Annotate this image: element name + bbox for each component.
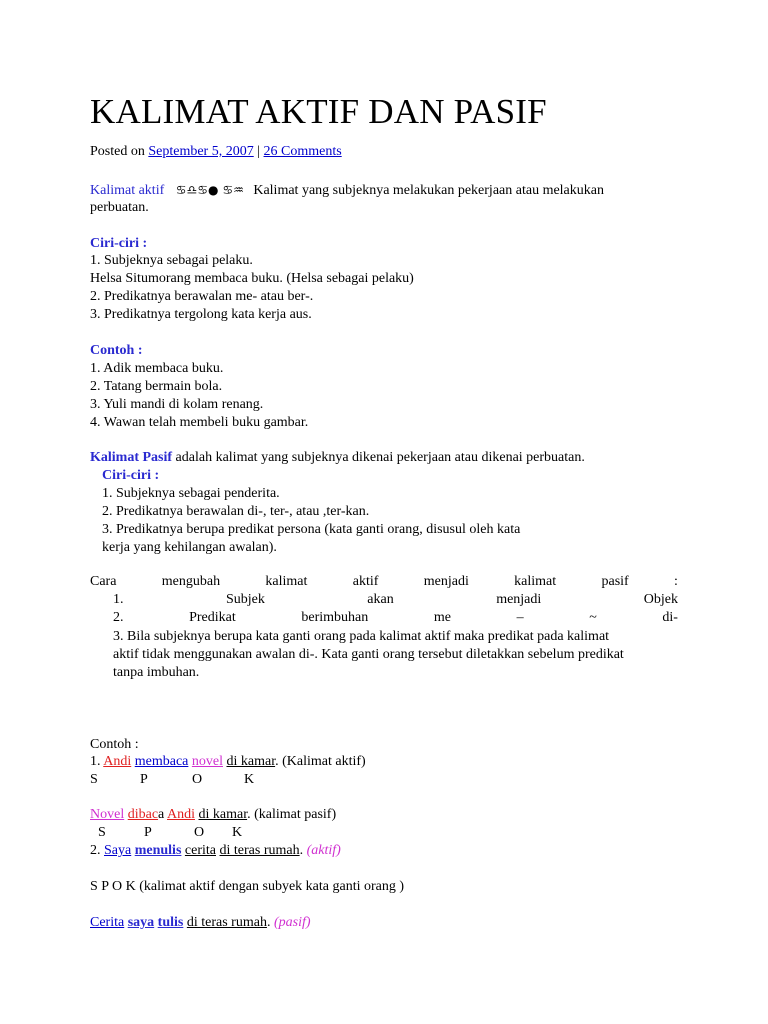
word: me [433, 610, 451, 625]
page-title: KALIMAT AKTIF DAN PASIF [90, 92, 547, 131]
example-1 [90, 753, 366, 771]
ex-subject: Andi [103, 754, 132, 769]
ex-keterangan: di teras rumah [186, 915, 267, 930]
word: kalimat [514, 574, 557, 589]
intro-text: Kalimat yang subjeknya melakukan pekerjaan atau melakukan [253, 183, 604, 198]
symbol-glyphs-icon: ♋♎♋● ♋♒ [175, 183, 244, 197]
spok-labels-1 [90, 771, 254, 789]
pasif-item: 2. Predikatnya berawalan di-, ter-, atau ,ter-kan. [102, 504, 370, 519]
ex-object: Cerita [90, 915, 125, 930]
pasif-item: kerja yang kehilangan awalan). [102, 540, 277, 555]
word: 1. [113, 592, 124, 607]
intro-line [90, 181, 604, 200]
ex-keterangan: di kamar [198, 807, 248, 822]
example-4 [90, 914, 311, 932]
word: kalimat [265, 574, 308, 589]
word: Objek [643, 592, 678, 607]
spok-label: O [194, 825, 205, 840]
ex-subject: Andi [167, 807, 195, 822]
word: Cara [90, 574, 117, 589]
ex-object: Novel [90, 807, 125, 822]
word: – [516, 610, 524, 625]
ciri-item: Helsa Situmorang membaca buku. (Helsa sebagai pelaku) [90, 271, 414, 286]
meta-separator: | [253, 144, 264, 159]
ex-subject: saya [127, 915, 155, 930]
example-3 [90, 842, 341, 860]
ex-subject: Saya [104, 843, 132, 858]
example-2 [90, 806, 336, 824]
ex-dot: . [266, 915, 274, 930]
ciri-heading-1: Ciri-ciri : [90, 236, 148, 251]
spok-label: P [140, 772, 148, 787]
post-meta [90, 143, 342, 161]
spok-label: S [98, 825, 106, 840]
ex-keterangan: di teras rumah [219, 843, 300, 858]
word: : [674, 574, 678, 589]
contoh-item: 1. Adik membaca buku. [90, 361, 224, 376]
word: mengubah [161, 574, 221, 589]
ex-keterangan: di kamar [226, 754, 276, 769]
ex-predicate: tulis [157, 915, 184, 930]
pasif-definition [90, 449, 585, 467]
pasif-text: adalah kalimat yang subjeknya dikenai pekerjaan atau dikenai perbuatan. [172, 450, 585, 465]
word: Subjek [225, 592, 265, 607]
ciri-heading-2: Ciri-ciri : [102, 468, 160, 483]
cara-line-3 [113, 610, 678, 626]
spok-label: S [90, 772, 98, 787]
contoh-heading-1: Contoh : [90, 343, 143, 358]
ex-predicate: dibac [127, 807, 159, 822]
posted-prefix: Posted on [90, 144, 149, 159]
ex-object: cerita [184, 843, 216, 858]
cara-line-5: aktif tidak menggunakan awalan di-. Kata ganti orang tersebut diletakkan sebelum predikat [113, 647, 624, 662]
word: pasif [601, 574, 629, 589]
cara-line-4: 3. Bila subjeknya berupa kata ganti orang pada kalimat aktif maka predikat pada kalimat [113, 629, 610, 644]
pasif-item: 3. Predikatnya berupa predikat persona (kata ganti orang, disusul oleh kata [102, 522, 521, 537]
cara-line-1 [90, 574, 678, 590]
ex-predicate-tail: a [158, 807, 165, 822]
ex-num: 1. [90, 754, 104, 769]
ciri-item: 3. Predikatnya tergolong kata kerja aus. [90, 307, 312, 322]
spok-label: P [144, 825, 152, 840]
word: ~ [589, 610, 597, 625]
word: 2. [113, 610, 124, 625]
ciri-item: 2. Predikatnya berawalan me- atau ber-. [90, 289, 314, 304]
ex-dot: . [299, 843, 307, 858]
spok-line-3: S P O K (kalimat aktif dengan subyek kata ganti orang ) [90, 879, 405, 894]
word: di- [662, 610, 678, 625]
word: berimbuhan [301, 610, 369, 625]
spok-label: O [192, 772, 203, 787]
contoh-item: 4. Wawan telah membeli buku gambar. [90, 415, 309, 430]
spok-label: K [244, 772, 255, 787]
word: akan [367, 592, 394, 607]
word: menjadi [423, 574, 469, 589]
contoh-item: 2. Tatang bermain bola. [90, 379, 223, 394]
comments-link[interactable]: 26 Comments [263, 144, 342, 159]
ex-tail: . (kalimat pasif) [247, 807, 337, 822]
intro-line-2: perbuatan. [90, 200, 149, 215]
ciri-item: 1. Subjeknya sebagai pelaku. [90, 253, 253, 268]
term-kalimat-aktif: Kalimat aktif [90, 183, 165, 198]
pasif-item: 1. Subjeknya sebagai penderita. [102, 486, 280, 501]
cara-line-2 [113, 592, 678, 608]
ex-predicate: menulis [134, 843, 182, 858]
post-date-link[interactable]: September 5, 2007 [148, 144, 254, 159]
contoh-item: 3. Yuli mandi di kolam renang. [90, 397, 264, 412]
ex-tag: (aktif) [306, 843, 341, 858]
spok-label: K [232, 825, 243, 840]
contoh-heading-2: Contoh : [90, 737, 139, 752]
ex-tail: . (Kalimat aktif) [275, 754, 366, 769]
spok-labels-2 [98, 824, 242, 842]
ex-num: 2. [90, 843, 104, 858]
ex-object: novel [191, 754, 223, 769]
word: menjadi [496, 592, 542, 607]
ex-predicate: membaca [134, 754, 189, 769]
cara-line-6: tanpa imbuhan. [113, 665, 200, 680]
term-kalimat-pasif: Kalimat Pasif [90, 450, 173, 465]
word: Predikat [189, 610, 236, 625]
ex-tag: (pasif) [273, 915, 311, 930]
word: aktif [352, 574, 379, 589]
